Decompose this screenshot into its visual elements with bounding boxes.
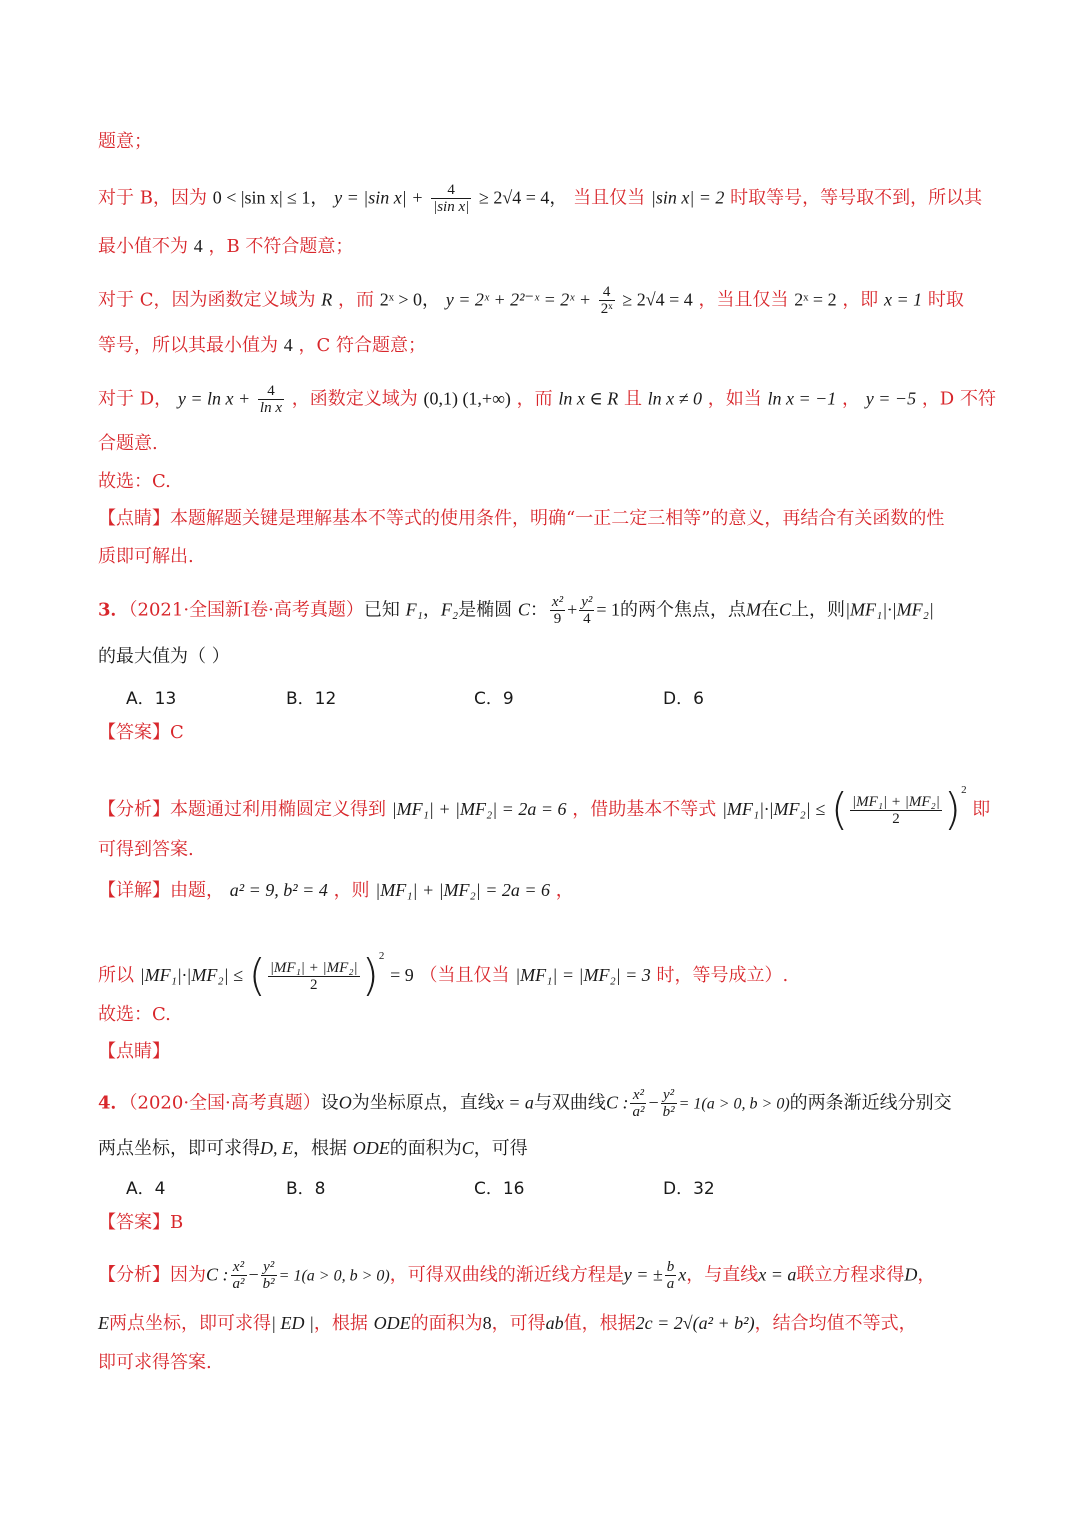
option-c: C．16 [474,1179,525,1199]
numerator: x² [632,1087,645,1103]
text: ， [555,880,574,901]
text: 对于 D， [98,388,173,410]
text: 的最大值为（ ） [98,646,230,667]
q3-tip [98,1040,984,1064]
fraction [850,794,942,827]
fraction [661,1087,677,1120]
q3-choice [98,1003,984,1027]
text: 上，则 [791,599,846,621]
math: |MF₁|·|MF₂| ≤ [721,799,826,819]
text: ，与直线 [686,1264,759,1286]
text: ，可得双曲线的渐近线方程是 [389,1264,624,1286]
text: 合题意. [98,433,158,454]
math: y = ± [623,1264,663,1285]
q3-answer [98,721,984,745]
option-d: D．6 [663,689,704,709]
text: 即可求得答案. [98,1352,212,1373]
numerator: 4 [267,383,275,399]
denominator: b² [662,1104,675,1120]
text: ，B 不符合题意； [208,236,354,257]
math: C [779,599,792,620]
question-number: 4． [98,1092,129,1114]
math: ≥ 2√4 = 4 [622,289,693,310]
math: y = |sin x| + [334,187,424,208]
text: ，可得 [491,1313,546,1334]
denominator: ln x [259,400,282,416]
question-source: （2021·全国新Ⅰ卷·高考真题） [128,599,364,621]
math: ln x ∈ R [558,388,619,409]
numerator: x² [551,594,564,610]
text: 时，等号成立）. [656,965,789,986]
math: F₁ [405,599,423,620]
math: 4 [193,236,203,256]
text: ，函数定义域为 [291,388,418,410]
denominator: b² [262,1276,275,1292]
text: 的两条渐近线分别交 [789,1092,952,1114]
text: ，D 不符 [921,388,996,410]
left-paren: ( [248,950,266,1001]
text: 是椭圆 [458,599,513,621]
q3-detail-line2 [98,944,984,1001]
option-c: C．9 [474,689,514,709]
text: 【分析】因为 [98,1264,206,1286]
option-b: B．8 [286,1179,326,1199]
fraction [665,1259,677,1292]
math: y = −5 [865,388,917,409]
text: 且 [623,388,642,410]
math: C : [605,1092,629,1113]
math: M [746,599,762,620]
q2-tip-line1 [98,507,984,531]
text: 所以 [98,965,134,986]
q3-analysis-line1 [98,778,991,835]
math: x [678,1264,687,1285]
text: ，则 [333,880,370,901]
denominator: 2 [850,810,942,827]
text: 故选：C. [98,471,171,492]
text: 与双曲线 [533,1092,606,1114]
q2-tip-line2 [98,545,984,569]
q4-stem-line1 [98,1087,984,1120]
text: ，而 [337,289,374,311]
q2-option-c-analysis [98,284,984,317]
q2-choice [98,470,984,494]
text: 值，根据 [563,1313,636,1334]
math: x = a [758,1264,797,1285]
math: |MF₁| = |MF₂| = 3 [515,965,651,985]
math: x = 1 [884,289,923,310]
math: C : [206,1264,229,1285]
text: 当且仅当 [573,187,646,209]
denominator: a [666,1276,675,1292]
text: ： [529,599,548,621]
text: ，即 [842,289,879,311]
q4-analysis-line3 [98,1351,984,1375]
text: ， [917,1264,936,1286]
q4-analysis-line1 [98,1259,984,1292]
math: | ED | [271,1313,314,1333]
q3-stem-line2 [98,645,984,669]
text: 【答案】C [98,722,184,743]
text: 两点坐标，即可求得 [98,1138,260,1159]
fraction [431,182,471,215]
math: y = ln x + [177,388,251,409]
q2-option-b-conclusion [98,234,984,259]
text: 时取等号，等号取不到，所以其 [730,187,983,209]
text: 【点睛】本题解题关键是理解基本不等式的使用条件，明确“一正二定三相等”的意义，再结合有关函数的性 [98,508,945,529]
text: ，根据 [293,1138,347,1159]
right-paren: ) [361,950,379,1001]
q2-option-d-analysis [98,383,996,416]
q2-intro-tail [98,130,984,154]
numerator: 4 [602,284,611,300]
math: = 1(a > 0, b > 0) [678,1095,790,1113]
text: ，借助基本不等式 [572,799,717,820]
exponent: 2 [961,784,967,796]
question-source: （2020·全国·高考真题） [128,1092,321,1114]
math: 2ˣ = 2 [794,289,837,310]
fraction [550,594,565,627]
text: ，根据 [313,1313,368,1334]
text: ，如当 [707,388,762,410]
option-d: D．32 [663,1179,715,1199]
math: |MF₁|·|MF₂| ≤ [139,965,243,985]
left-paren: ( [830,784,849,835]
math: 2c = 2√(a² + b²) [635,1313,755,1333]
text: 【分析】本题通过利用椭圆定义得到 [98,799,386,820]
text: 质即可解出. [98,546,194,567]
text: 【点睛】 [98,1041,170,1062]
text: 时取 [927,289,964,311]
denominator: a² [632,1104,645,1120]
text: 对于 C，因为函数定义域为 [98,289,316,311]
math: = 1 [596,599,621,620]
right-paren: ) [943,784,962,835]
math: x = a [495,1092,534,1113]
math: ab [545,1313,564,1333]
math: D, E [260,1138,293,1158]
text: 等号，所以其最小值为 [98,335,278,356]
math: |sin x| = 2 [650,187,725,208]
math: + [567,599,578,620]
text: 联立方程求得 [796,1264,905,1286]
math: |MF₁| + |MF₂| = 2a = 6 [391,799,567,819]
math: R [321,289,333,310]
math: F₂ [440,599,459,620]
denominator: 2 [268,976,360,993]
q2-option-b-analysis [98,182,984,215]
math: C [461,1138,474,1158]
text: ， [422,599,441,621]
fraction [258,383,284,416]
math: ≥ 2√4 = 4， [479,187,568,208]
math: |MF₁|·|MF₂| [845,599,934,620]
math: O [338,1092,352,1113]
text: 最小值不为 [98,236,188,257]
math: 8 [482,1313,492,1333]
text: ，可得 [473,1138,528,1159]
math: − [648,1092,659,1113]
text: ，而 [516,388,553,410]
math: = 1(a > 0, b > 0) [278,1267,390,1285]
text: 已知 [363,599,400,621]
math: = 9 [390,965,414,985]
numerator: y² [663,1087,675,1103]
fraction [630,1087,646,1120]
option-a: A．4 [126,1179,166,1199]
q2-option-c-conclusion [98,333,984,358]
text: 为坐标原点，直线 [351,1092,496,1114]
math: 4 [283,335,293,355]
text: 【答案】B [98,1212,184,1233]
q4-answer [98,1211,984,1235]
math: ODE [352,1138,390,1158]
math: 0 < |sin x| ≤ 1， [212,187,329,208]
math: (0,1) (1,+∞) [423,388,511,409]
math: D [904,1264,918,1285]
fraction [579,594,594,627]
text: 在 [761,599,780,621]
text: 题意； [98,131,152,152]
denominator: 4 [579,610,594,627]
q3-analysis-line2 [98,838,984,862]
text: 可得到答案. [98,839,194,860]
option-a: A．13 [126,689,177,709]
text: 设 [320,1092,339,1114]
numerator: b [666,1259,675,1275]
q3-stem-line1 [98,594,984,627]
text: ，当且仅当 [698,289,789,311]
math: ODE [373,1313,411,1333]
denominator: 2ˣ [600,301,613,317]
text: ， [842,388,861,410]
text: ，C 符合题意； [298,335,426,356]
question-number: 3． [98,599,129,621]
q2-option-d-conclusion [98,432,984,456]
math: y = 2ˣ + 2²⁻ˣ = 2ˣ + [445,289,592,310]
math: − [248,1264,259,1285]
text: 故选：C. [98,1004,171,1025]
text: ，结合均值不等式， [754,1313,917,1334]
numerator: |MF₁| + |MF₂| [852,793,940,810]
math: ln x = −1 [767,388,837,409]
text: 的面积为 [410,1313,483,1334]
numerator: y² [263,1259,275,1275]
math: a² = 9, b² = 4 [229,880,328,900]
text: （当且仅当 [419,965,510,986]
fraction [268,960,360,993]
q3-detail-line1 [98,878,984,903]
math: C [517,599,530,620]
denominator: a² [232,1276,245,1292]
q4-analysis-line2 [98,1311,984,1336]
denominator: 9 [550,610,565,627]
math: E [98,1313,109,1333]
denominator: |sin x| [433,199,470,215]
math: |MF₁| + |MF₂| = 2a = 6 [375,880,551,900]
text: 对于 B，因为 [98,187,207,209]
numerator: y² [581,594,593,610]
fraction [599,284,615,317]
q4-stem-line2 [98,1136,984,1161]
numerator: x² [232,1259,245,1275]
text: 两点坐标，即可求得 [109,1313,271,1334]
option-b: B．12 [286,689,337,709]
text: 【详解】由题， [98,880,224,901]
text: 的面积为 [389,1138,462,1159]
fraction [231,1259,247,1292]
exponent: 2 [378,950,385,962]
fraction [261,1259,277,1292]
math: ln x ≠ 0 [647,388,703,409]
numerator: |MF₁| + |MF₂| [269,959,358,976]
math: 2ˣ > 0， [379,289,441,310]
numerator: 4 [447,182,455,198]
text: 的两个焦点，点 [620,599,747,621]
text: 即 [972,799,991,820]
